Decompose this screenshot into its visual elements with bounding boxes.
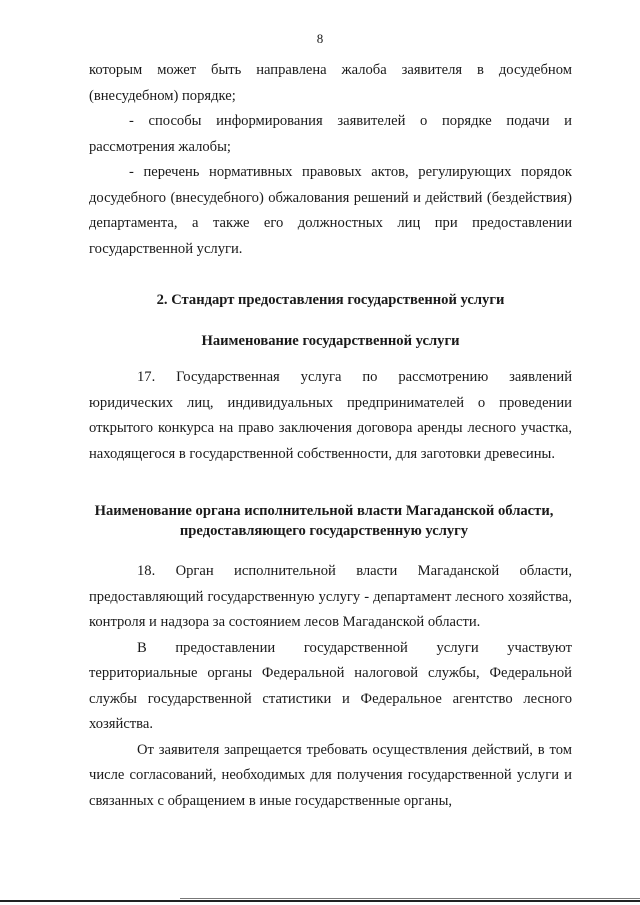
paragraph-complaint-addressee: которым может быть направлена жалоба заявителя в досудебном (внесудебном) порядке;	[89, 62, 572, 104]
subsection-title-authority: Наименование органа исполнительной власти Магаданской области, предоставляющего государственную услугу	[94, 503, 554, 539]
document-body	[89, 58, 572, 814]
page-number: 8	[316, 31, 324, 46]
paragraph-regulatory-acts: - перечень нормативных правовых актов, регулирующих порядок досудебного (внесудебного) обжалования решений и действий (бездействия) департамента, а также его должностных лиц при предоставлении государственной услуги.	[89, 164, 572, 257]
paragraph-prohibited-requirements: От заявителя запрещается требовать осуществления действий, в том числе согласований, необходимых для получения государственной услуги и связанных с обращением в иные государственные органы,	[89, 741, 572, 809]
page-edge-line	[180, 898, 640, 899]
paragraph-18: 18. Орган исполнительной власти Магаданской области, предоставляющий государственную услугу - департамент лесного хозяйства, контроля и надзора за состоянием лесов Магаданской области.	[89, 563, 572, 630]
paragraph-17: 17. Государственная услуга по рассмотрению заявлений юридических лиц, индивидуальных предпринимателей о проведении открытого конкурса на право заключения договора аренды лесного участка, находящегося в государственной собственности, для заготовки древесины.	[89, 369, 572, 462]
section-title: 2. Стандарт предоставления государственной услуги	[156, 292, 505, 308]
page-bottom-border	[0, 900, 640, 902]
paragraph-participants: В предоставлении государственной услуги участвуют территориальные органы Федеральной налоговой службы, Федеральной службы государственной статистики и Федеральное агентство лесного хозяйства.	[89, 639, 572, 732]
paragraph-informing-methods: - способы информирования заявителей о порядке подачи и рассмотрения жалобы;	[89, 113, 572, 155]
subsection-title-service-name: Наименование государственной услуги	[201, 333, 460, 349]
